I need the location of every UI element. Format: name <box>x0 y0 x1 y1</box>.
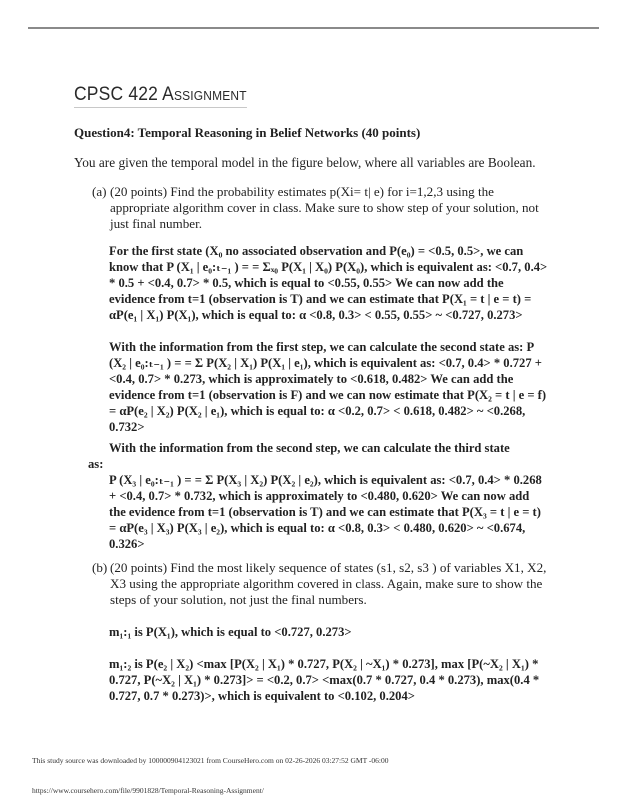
part-b-answer-m11: m₁:₁ is P(X₁), which is equal to <0.727, 0.273> <box>109 625 352 639</box>
part-a-answer-step-2: With the information from the first step, we can calculate the second state as: P (X₂ | e₀:ₜ₋₁ ) = = Σ P(X₂ | X₁) P(X₁ | e₁), which is equivalent as: <0.7, 0.4> * 0.727 + <0.4, 0.7> * 0.273, which is approximately to <0.618, 0.482> We can add the evidence from t=1 (observation is F) and we can now estimate that P(X₂ = t | e = f) = αP(e₂ | X₂) P(X₂ | e₁), which is equal to: α <0.2, 0.7> < 0.618, 0.482> ~ <0.268, 0.732> <box>109 340 547 434</box>
part-a-answer-step-3-as: as: <box>88 457 104 471</box>
part-a-text: (20 points) Find the probability estimates p(Xi= t| e) for i=1,2,3 using the appropriate algorithm cover in class. Make sure to show step of your solution, not just final number. <box>110 184 539 231</box>
part-a-prompt <box>92 184 547 232</box>
part-b-prompt <box>92 560 547 608</box>
part-a-answer-step-3: P (X₃ | e₀:ₜ₋₁ ) = = Σ P(X₃ | X₂) P(X₂ | e₂), which is equivalent as: <0.7, 0.4> * 0.268 + <0.4, 0.7> * 0.732, which is approximately to <0.480, 0.620> We can now add the evidence from t=1 (observation is T) and we can estimate that P(X₃ = t | e = t) = αP(e₃ | X₃) P(X₃ | e₂), which is equal to: α <0.8, 0.3> < 0.480, 0.620> ~ <0.674, 0.326> <box>109 473 542 551</box>
part-b-answer-m12: m₁:₂ is P(e₂ | X₂) <max [P(X₂ | X₁) * 0.727, P(X₂ | ~X₁) * 0.273], max [P(~X₂ | X₁) * 0.727, P(~X₂ | X₁) * 0.273]> = <0.2, 0.7> <max(0.7 * 0.727, 0.4 * 0.273), max(0.4 * 0.727, 0.7 * 0.273)>, which is equivalent to <0.102, 0.204> <box>109 657 540 703</box>
source-url[interactable]: https://www.coursehero.com/file/9901828/Temporal-Reasoning-Assignment/ <box>32 786 264 795</box>
part-a-label: (a) <box>92 184 107 199</box>
part-a-answer-step-1: For the first state (X₀ no associated observation and P(e₀) = <0.5, 0.5>, we can know that P (X₁ | e₀:ₜ₋₁ ) = = Σₓ₀ P(X₁ | X₀) P(X₀), which is equivalent as: <0.7, 0.4> * 0.5 + <0.4, 0.7> * 0.5, which is equal to <0.55, 0.55> We can now add the evidence from t=1 (observation is T) and we can estimate that P(X₁ = t | e = t) = αP(e₁ | X₁) P(X₁), which is equal to: α <0.8, 0.3> < 0.55, 0.55> ~ <0.727, 0.273> <box>109 244 548 322</box>
question-heading: Question4: Temporal Reasoning in Belief Networks (40 points) <box>74 125 421 140</box>
question-intro: You are given the temporal model in the figure below, where all variables are Boolean. <box>74 155 536 170</box>
header-rule <box>28 27 599 29</box>
part-b-label: (b) <box>92 560 108 575</box>
document-title: CPSC 422 Assignment <box>74 84 247 108</box>
download-notice: This study source was downloaded by 100000904123021 from CourseHero.com on 02-26-2026 03:27:52 GMT -06:00 <box>32 756 389 765</box>
part-a-answer-step-3-intro: With the information from the second step, we can calculate the third state <box>109 441 510 455</box>
part-b-text: (20 points) Find the most likely sequence of states (s1, s2, s3 ) of variables X1, X2, X3 using the appropriate algorithm covered in class. Again, make sure to show the steps of your solution, not just the final numbers. <box>110 560 547 607</box>
